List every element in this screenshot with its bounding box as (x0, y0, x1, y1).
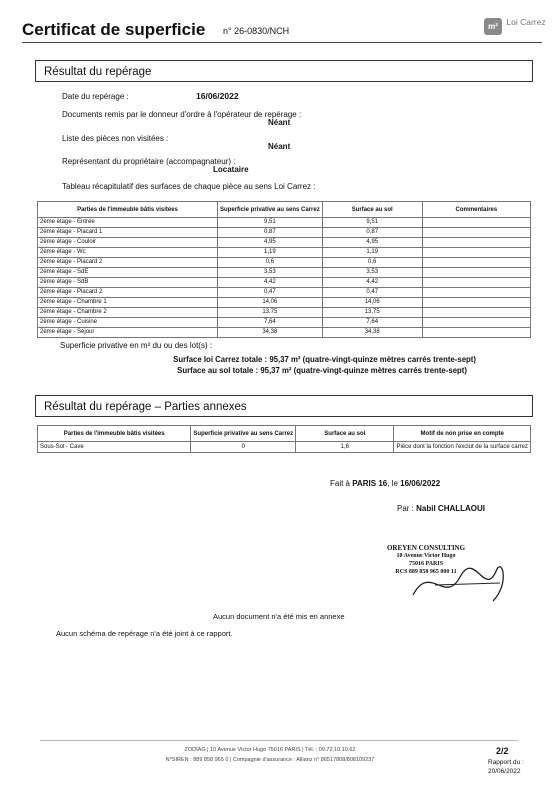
table-cell (422, 228, 530, 238)
annexes-table (37, 425, 531, 453)
table-cell: 34,38 (322, 328, 422, 338)
table-row (38, 238, 531, 248)
table-cell: 4,95 (322, 238, 422, 248)
no-document-note: Aucun document n'a été mis en annexe (213, 612, 345, 621)
table-row (38, 442, 531, 453)
representative-value: Locataire (213, 165, 249, 174)
table-header-cell: Parties de l'immeuble bâtis visitées (38, 202, 218, 218)
no-schema-note: Aucun schéma de repérage n'a été joint à ce rapport. (56, 629, 233, 638)
table-cell: 2ème étage - Placard 2 (38, 288, 218, 298)
table-cell: 0,87 (322, 228, 422, 238)
table-cell: 2ème étage - SdE (38, 268, 218, 278)
table-cell: 14,06 (322, 298, 422, 308)
rapport-date: 20/06/2022 (488, 768, 521, 775)
table-cell: 2ème étage - Wc (38, 248, 218, 258)
table-intro: Tableau récapitulatif des surfaces de chaque pièce au sens Loi Carrez : (62, 182, 316, 191)
table-cell: 7,64 (322, 318, 422, 328)
table-cell: 2ème étage - SdB (38, 278, 218, 288)
documents-value: Néant (268, 118, 291, 127)
table-cell (422, 318, 530, 328)
rooms-not-visited-value: Néant (268, 142, 291, 151)
footer-divider (40, 740, 518, 741)
table-cell: 2ème étage - Chambre 1 (38, 298, 218, 308)
handwritten-signature (405, 555, 515, 610)
logo-text: Loi Carrez (506, 17, 546, 27)
table-cell (422, 268, 530, 278)
surface-table (37, 201, 531, 338)
table-cell: 9,51 (322, 218, 422, 228)
table-header-cell: Surface au sol (296, 426, 394, 442)
total-sol: Surface au sol totale : 95,37 m² (quatre-vingt-quinze mètres carrés trente-sept) (177, 366, 467, 375)
page-number: 2/2 (496, 746, 509, 756)
document-title: Certificat de superficie (22, 20, 206, 39)
table-cell: 14,06 (218, 298, 323, 308)
table-row (38, 268, 531, 278)
table-row (38, 298, 531, 308)
rapport-label: Rapport du : (488, 759, 524, 766)
table-cell: 2ème étage - Séjour (38, 328, 218, 338)
table-header-cell: Superficie privative au sens Carrez (218, 202, 323, 218)
section-result-title: Résultat du repérage (35, 60, 533, 82)
table-cell (422, 248, 530, 258)
certificate-reference: n° 26-0830/NCH (223, 26, 290, 36)
table-cell (422, 238, 530, 248)
table-cell: 0,6 (322, 258, 422, 268)
company-stamp: OREYEN CONSULTING 10 Avenue Victor Hugo 75016 PARIS RCS 889 858 965 000 11 (386, 544, 466, 575)
table-cell (422, 218, 530, 228)
table-cell: 1,19 (218, 248, 323, 258)
table-cell: 2ème étage - Entrée (38, 218, 218, 228)
table-cell: 4,42 (218, 278, 323, 288)
table-header-cell: Motif de non prise en compte (394, 426, 531, 442)
table-cell: 2ème étage - Placard 1 (38, 228, 218, 238)
table-row (38, 258, 531, 268)
table-cell: 0,47 (322, 288, 422, 298)
table-cell: 3,53 (322, 268, 422, 278)
table-cell: 0,47 (218, 288, 323, 298)
date-label: Date du repérage : (62, 92, 129, 101)
table-cell (422, 258, 530, 268)
table-cell: 2ème étage - Chambre 2 (38, 308, 218, 318)
table-header-cell: Parties de l'immeuble bâtis visitées (38, 426, 191, 442)
loi-carrez-logo-icon: m² (484, 18, 502, 35)
table-row (38, 248, 531, 258)
table-row (38, 318, 531, 328)
footer-line-2: N°SIREN : 889 858 965 0 | Compagnie d'assurance : Allianz n° 86517808/808109237 (165, 757, 375, 763)
table-cell: 0,87 (218, 228, 323, 238)
table-row (38, 228, 531, 238)
representative-label: Représentant du propriétaire (accompagnateur) : (62, 157, 236, 166)
table-cell (422, 288, 530, 298)
table-row (38, 288, 531, 298)
footer-line-1: ZODIAG | 10 Avenue Victor Hugo 75016 PARIS | Tél. : 09.72.10.10.62 (184, 747, 356, 753)
total-carrez: Surface loi Carrez totale : 95,37 m² (quatre-vingt-quinze mètres carrés trente-sept) (173, 355, 476, 364)
table-cell (422, 328, 530, 338)
table-header-cell: Commentaires (422, 202, 530, 218)
rooms-not-visited-label: Liste des pièces non visitées : (62, 134, 169, 143)
documents-label: Documents remis par le donneur d'ordre à l'opérateur de repérage : (62, 110, 302, 119)
table-row (38, 328, 531, 338)
section-annexes-title: Résultat du repérage – Parties annexes (35, 395, 533, 417)
table-row (38, 308, 531, 318)
table-row (38, 278, 531, 288)
table-cell: 0 (191, 442, 296, 453)
table-cell: 1,6 (296, 442, 394, 453)
date-value: 16/06/2022 (196, 91, 239, 101)
superficie-label: Superficie privative en m² du ou des lot(s) : (60, 341, 213, 350)
table-header-cell: Superficie privative au sens Carrez (191, 426, 296, 442)
table-cell: 2ème étage - Cuisine (38, 318, 218, 328)
table-cell: 13,75 (218, 308, 323, 318)
table-cell: 3,53 (218, 268, 323, 278)
table-cell: 7,64 (218, 318, 323, 328)
header-divider (22, 42, 542, 43)
table-cell: Sous-Sol - Cave (38, 442, 191, 453)
table-row (38, 218, 531, 228)
table-cell: 13,75 (322, 308, 422, 318)
fait-a-line: Fait à PARIS 16, le 16/06/2022 (330, 479, 441, 488)
table-cell (422, 298, 530, 308)
table-cell: 2ème étage - Placard 2 (38, 258, 218, 268)
table-cell: 9,51 (218, 218, 323, 228)
signatory-line: Par : Nabil CHALLAOUI (397, 504, 486, 513)
table-cell (422, 308, 530, 318)
table-cell: 4,42 (322, 278, 422, 288)
table-cell: 34,38 (218, 328, 323, 338)
table-cell: Pièce dont la fonction l'exclut de la surface carrez (394, 442, 531, 453)
table-cell: 2ème étage - Couloir (38, 238, 218, 248)
table-cell: 0,6 (218, 258, 323, 268)
table-cell: 4,95 (218, 238, 323, 248)
table-header-cell: Surface au sol (322, 202, 422, 218)
table-cell (422, 278, 530, 288)
table-cell: 1,19 (322, 248, 422, 258)
